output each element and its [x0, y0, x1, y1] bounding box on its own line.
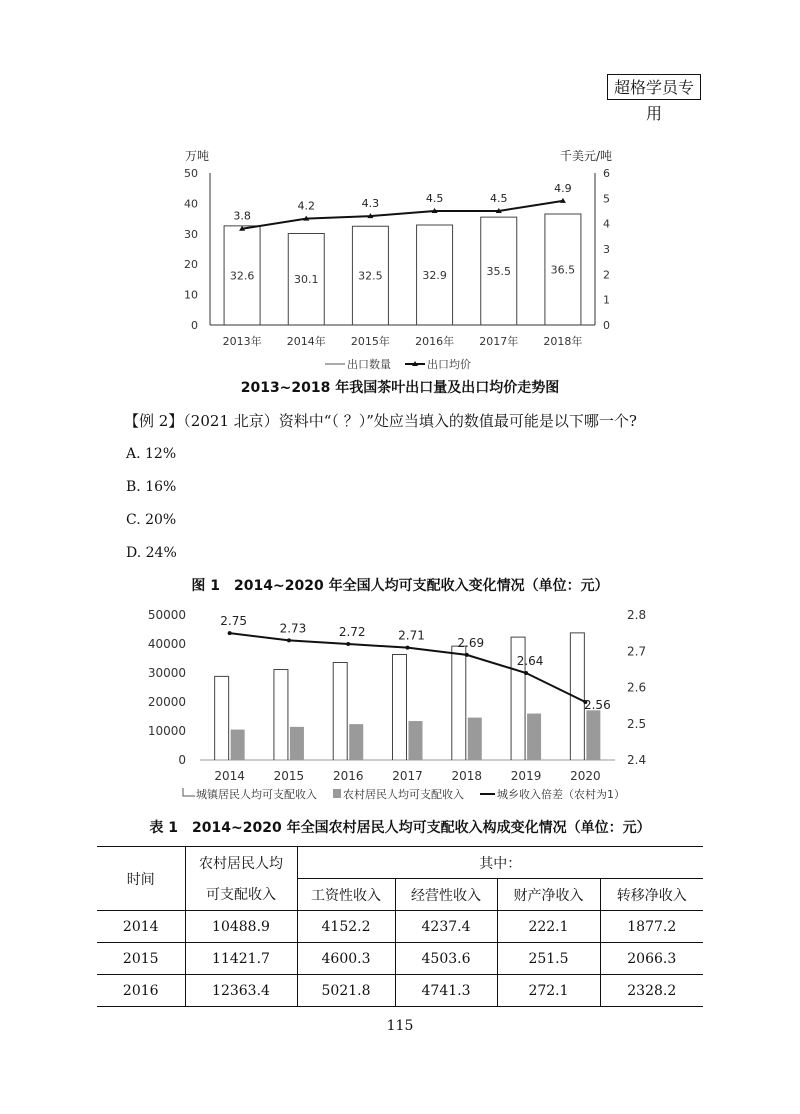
table-cell: 251.5 [497, 943, 600, 975]
ratio-point [228, 631, 232, 635]
table-cell: 4741.3 [395, 975, 497, 1007]
y-right-tick-label: 2.5 [627, 716, 647, 731]
y-left-tick-label: 40 [184, 197, 198, 211]
price-value-label: 4.9 [554, 181, 572, 195]
income-chart [0, 600, 800, 810]
legend-ratio: 城乡收入倍差（农村为1） [497, 788, 625, 801]
y-right-tick-label: 3 [603, 243, 610, 256]
x-tick-label: 2014 [214, 769, 245, 783]
rural-income-bar [527, 714, 541, 760]
ratio-point [524, 671, 528, 675]
ratio-value-label: 2.69 [457, 635, 485, 650]
x-tick-label: 2015 [273, 769, 305, 783]
x-tick-label: 2014年 [286, 335, 326, 348]
legend-urban: 城镇居民人均可支配收入 [196, 788, 317, 801]
table-cell: 2015 [97, 943, 185, 975]
chart1-title: 2013~2018 年我国茶叶出口量及出口均价走势图 [240, 380, 560, 396]
y-right-tick-label: 2.8 [627, 608, 647, 622]
chart2-legend [183, 787, 625, 801]
y-right-tick-label: 2.7 [627, 644, 647, 659]
legend-rural: 农村居民人均可支配收入 [343, 788, 464, 801]
rural-income-table [97, 846, 703, 1007]
legend-export-volume: 出口数量 [347, 358, 391, 371]
y-right-tick-label: 5 [603, 192, 610, 206]
ratio-point [406, 646, 410, 650]
y-right-tick-label: 0 [603, 319, 610, 332]
left-axis-unit: 万吨 [185, 149, 210, 163]
chart1-legend [325, 357, 471, 371]
header-transfer: 转移净收入 [600, 879, 703, 911]
option-a[interactable]: A. 12% [126, 446, 177, 462]
y-right-tick-label: 1 [603, 293, 610, 307]
y-left-tick-label: 10000 [147, 724, 186, 738]
y-left-tick-label: 50000 [147, 608, 186, 622]
question-text: 【例 2】（2021 北京）资料中“（ ？）”处应当填入的数值最可能是以下哪一个? [124, 412, 637, 430]
y-right-tick-label: 6 [603, 167, 610, 180]
y-left-tick-label: 50 [184, 167, 198, 180]
x-tick-label: 2015年 [350, 335, 390, 348]
y-right-tick-label: 2.4 [627, 753, 647, 767]
y-right-tick-label: 2.6 [627, 680, 647, 695]
x-tick-label: 2018 [451, 769, 483, 783]
rural-income-bar [231, 730, 245, 760]
y-left-tick-label: 30 [184, 227, 198, 241]
y-left-tick-label: 10 [184, 288, 198, 302]
table-cell: 272.1 [497, 975, 600, 1007]
option-c[interactable]: C. 20% [126, 512, 177, 528]
y-left-tick-label: 20000 [147, 695, 186, 709]
table-cell: 2016 [97, 975, 185, 1007]
rural-income-bar [586, 710, 600, 760]
table-cell: 2328.2 [600, 975, 703, 1007]
x-tick-label: 2020 [570, 769, 601, 783]
x-tick-label: 2018年 [543, 335, 583, 348]
table-cell: 4600.3 [297, 943, 395, 975]
price-line [242, 201, 563, 229]
ratio-point [287, 638, 291, 642]
ratio-value-label: 2.64 [516, 654, 544, 668]
volume-value-label: 35.5 [486, 265, 511, 279]
volume-value-label: 32.9 [422, 268, 447, 282]
y-left-tick-label: 40000 [147, 637, 186, 651]
header-business: 经营性收入 [395, 879, 497, 911]
price-value-label: 3.8 [233, 209, 251, 223]
table-cell: 2066.3 [627, 950, 677, 967]
option-d[interactable]: D. 24% [126, 545, 177, 561]
table-cell: 11421.7 [185, 943, 297, 975]
option-b[interactable]: B. 16% [126, 479, 177, 495]
table-title: 表 1 2014~2020 年全国农村居民人均可支配收入构成变化情况（单位：元） [149, 820, 651, 836]
y-left-tick-label: 20 [184, 258, 198, 272]
ratio-point [346, 642, 350, 646]
y-right-tick-label: 4 [603, 217, 610, 231]
header-income-line1: 农村居民人均 [185, 847, 297, 879]
legend-urban-swatch [183, 788, 195, 796]
table-cell: 5021.8 [297, 975, 395, 1007]
price-value-label: 4.3 [361, 197, 380, 211]
y-right-tick-label: 2 [603, 268, 610, 282]
legend-rural-swatch [333, 789, 341, 798]
urban-income-bar [333, 663, 347, 760]
y-left-tick-label: 30000 [147, 666, 186, 680]
table-cell: 12363.4 [185, 975, 297, 1007]
table-cell: 4152.2 [297, 911, 395, 943]
header-property: 财产净收入 [497, 879, 600, 911]
price-value-label: 4.5 [425, 192, 444, 205]
ratio-point [465, 653, 469, 657]
header-of-which: 其中： [297, 847, 703, 879]
table-cell: 10488.9 [185, 911, 297, 943]
tea-export-chart [0, 140, 800, 375]
x-tick-label: 2017 [392, 769, 423, 783]
urban-income-bar [452, 646, 466, 760]
ratio-value-label: 2.56 [583, 698, 611, 712]
volume-value-label: 30.1 [294, 273, 319, 287]
table-cell: 222.1 [497, 911, 600, 943]
urban-income-bar [393, 654, 407, 760]
legend-export-price: 出口均价 [427, 358, 471, 371]
rural-income-bar [409, 721, 423, 760]
x-tick-label: 2017年 [479, 335, 519, 348]
page-number: 115 [386, 1018, 414, 1034]
ratio-value-label: 2.75 [220, 614, 248, 629]
price-value-label: 4.5 [490, 192, 508, 205]
urban-income-bar [274, 670, 288, 760]
volume-value-label: 36.5 [550, 263, 576, 277]
table-cell: 4237.4 [395, 911, 497, 943]
rural-income-bar [349, 724, 363, 760]
price-value-label: 4.2 [297, 199, 315, 213]
header-wage: 工资性收入 [297, 879, 395, 911]
x-tick-label: 2013年 [222, 335, 262, 348]
header-time: 时间 [97, 847, 185, 911]
volume-value-label: 32.5 [358, 269, 383, 283]
ratio-value-label: 2.71 [398, 628, 425, 643]
y-left-tick-label: 0 [178, 753, 186, 767]
volume-value-label: 32.6 [229, 269, 255, 283]
ratio-value-label: 2.73 [279, 621, 307, 636]
x-tick-label: 2016 [332, 769, 364, 783]
chart2-title: 图 1 2014~2020 年全国人均可支配收入变化情况（单位：元） [191, 578, 609, 594]
ratio-value-label: 2.72 [338, 625, 366, 639]
student-only-badge: 超格学员专用 [607, 74, 701, 100]
y-left-tick-label: 0 [191, 319, 198, 332]
table-cell: 1877.2 [627, 918, 677, 935]
rural-income-bar [468, 718, 482, 760]
urban-income-bar [215, 676, 229, 760]
x-tick-label: 2019 [510, 769, 542, 783]
x-tick-label: 2016年 [415, 335, 455, 348]
table-cell: 4503.6 [395, 943, 497, 975]
table-cell: 2014 [97, 911, 185, 943]
header-income-line2: 可支配收入 [185, 879, 297, 911]
right-axis-unit: 千美元/吨 [560, 149, 613, 163]
rural-income-bar [290, 727, 304, 760]
